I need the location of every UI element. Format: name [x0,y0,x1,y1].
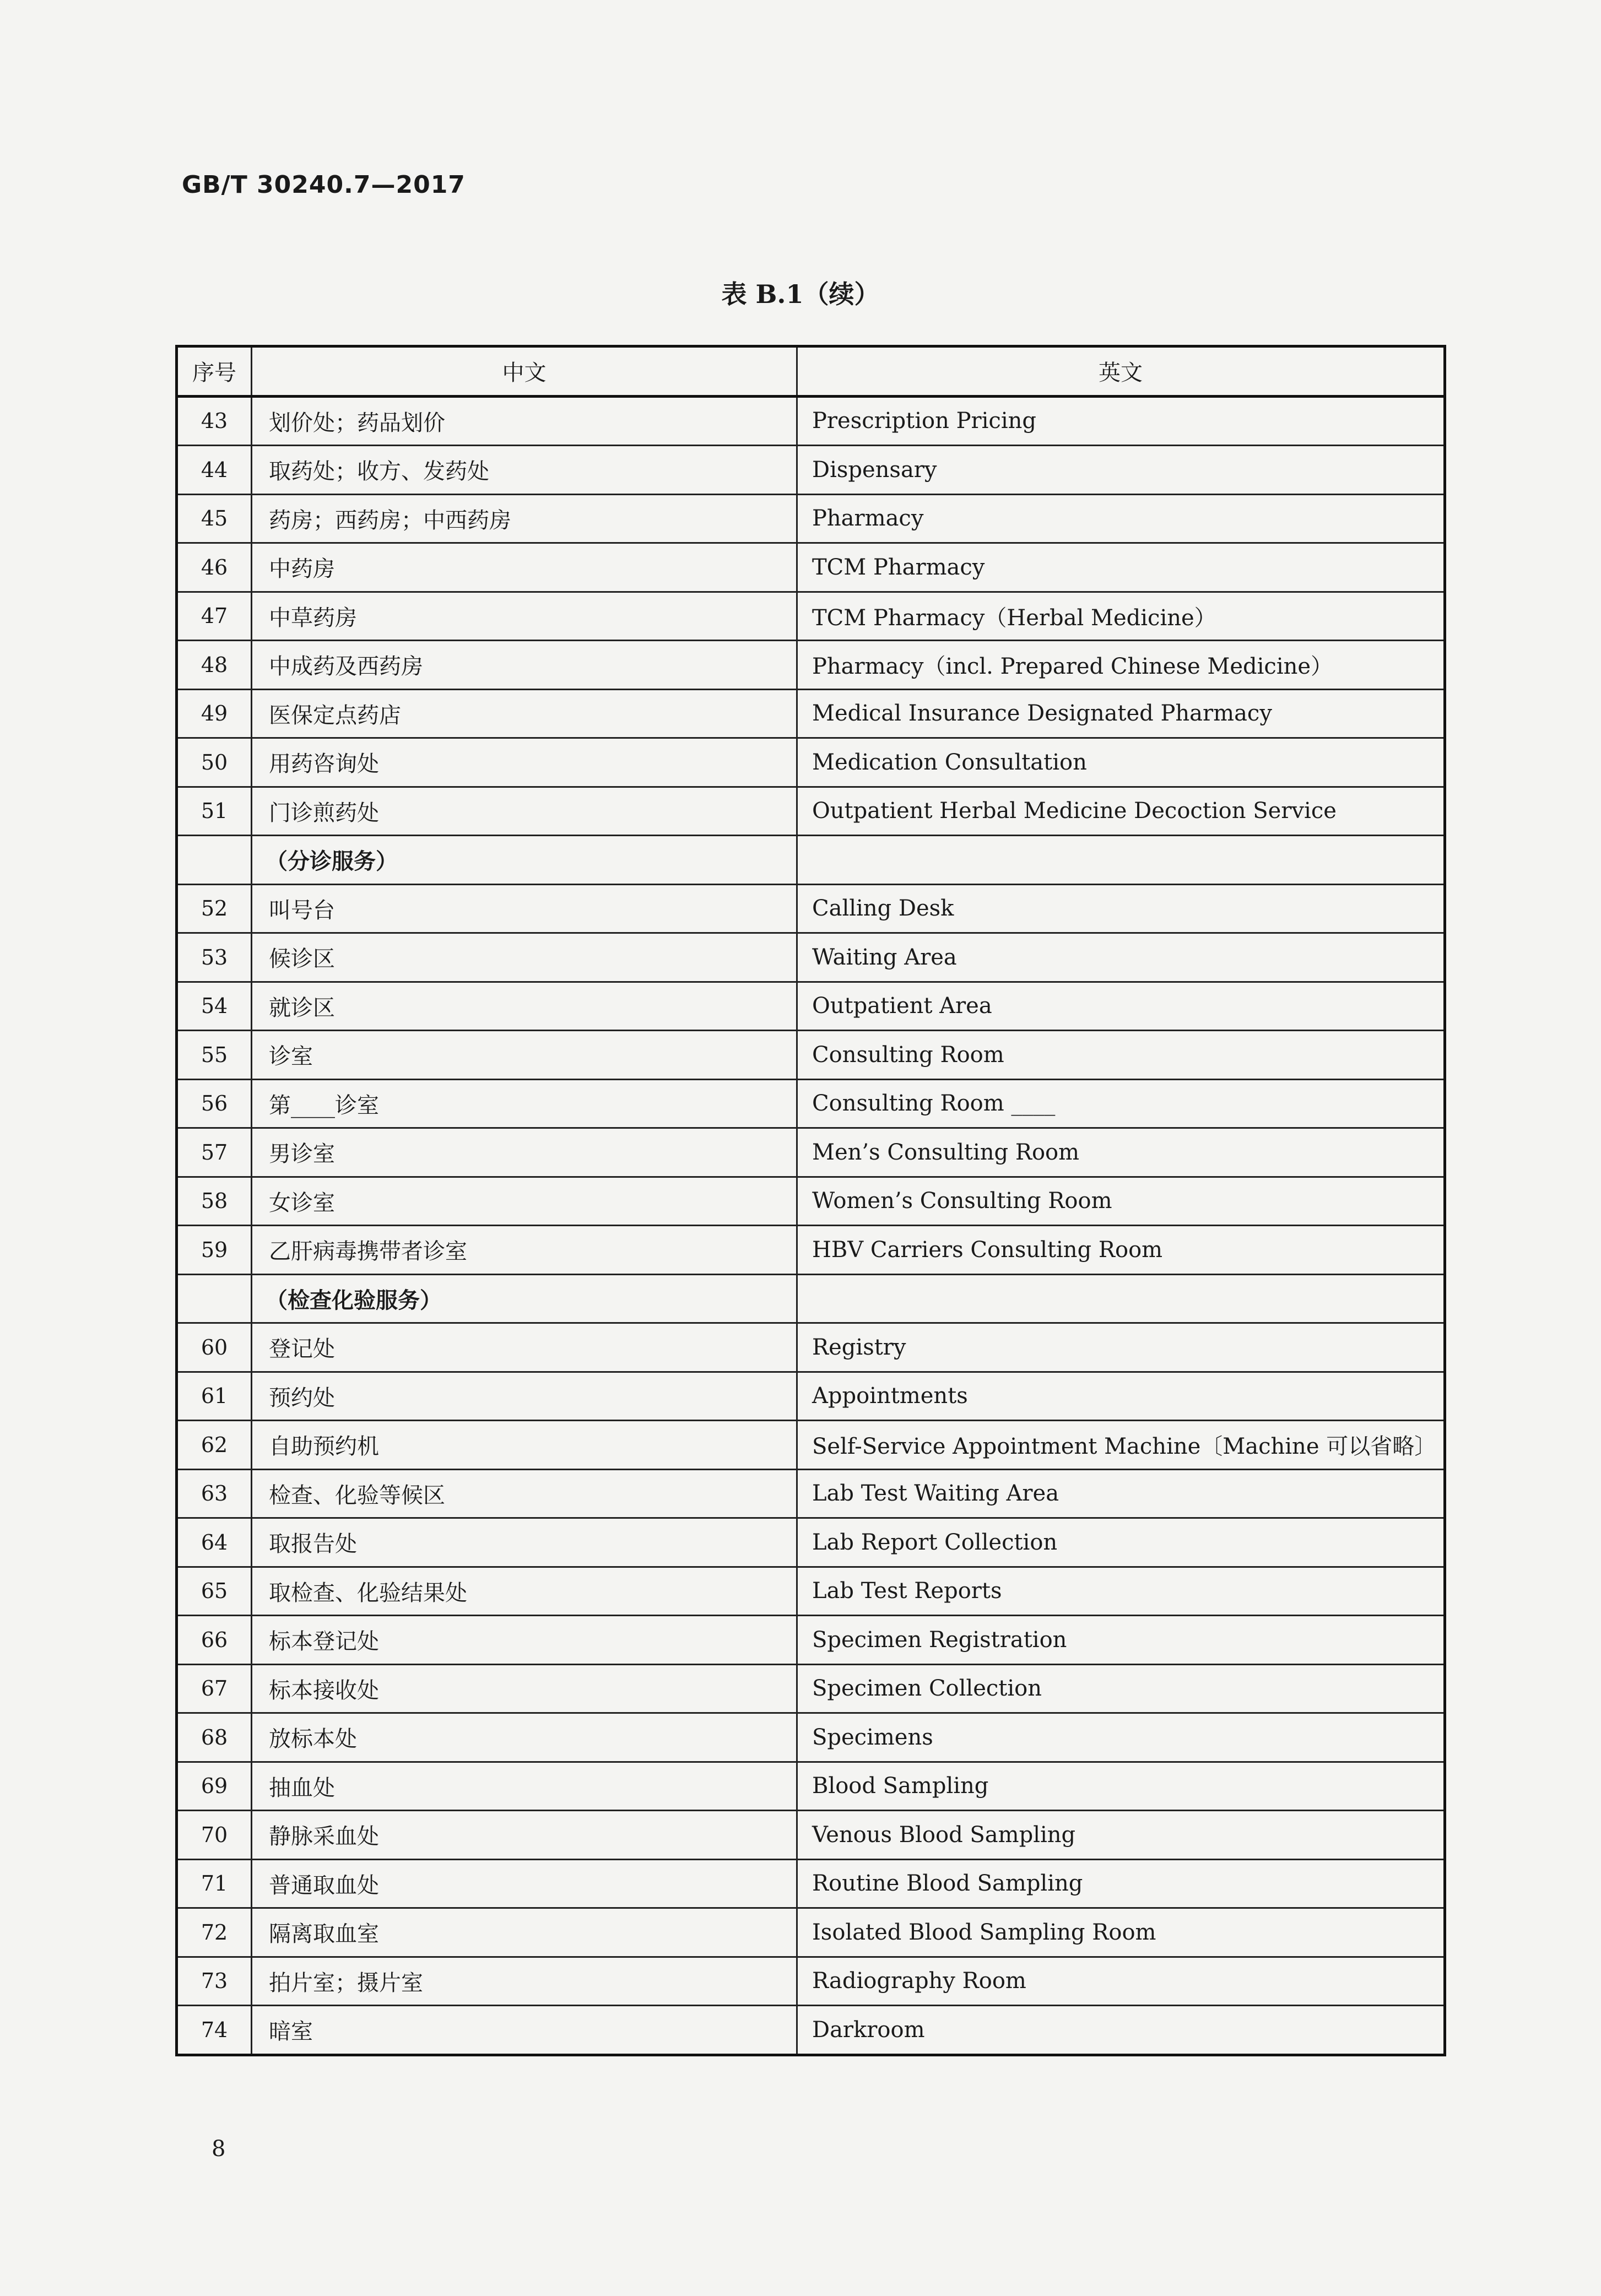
cell-chinese: 取报告处 [252,1518,797,1567]
cell-number: 73 [177,1957,252,2006]
cell-number: 65 [177,1567,252,1616]
table-row [177,1469,1445,1518]
cell-number: 68 [177,1713,252,1762]
cell-number: 57 [177,1128,252,1177]
cell-number: 60 [177,1323,252,1372]
cell-chinese: 取检查、化验结果处 [252,1567,797,1616]
cell-number: 53 [177,933,252,982]
cell-english: Calling Desk [797,884,1445,933]
table-row [177,494,1445,543]
cell-chinese: 中药房 [252,543,797,592]
cell-number: 51 [177,787,252,836]
table-row [177,982,1445,1031]
cell-number: 46 [177,543,252,592]
cell-chinese: 乙肝病毒携带者诊室 [252,1226,797,1275]
cell-english: TCM Pharmacy [797,543,1445,592]
cell-english: Lab Test Reports [797,1567,1445,1616]
cell-number: 62 [177,1421,252,1470]
cell-chinese: （分诊服务） [252,836,797,885]
cell-english: Venous Blood Sampling [797,1811,1445,1860]
cell-english: Medication Consultation [797,738,1445,787]
cell-english: Outpatient Area [797,982,1445,1031]
table-header [177,346,1445,397]
cell-chinese: 划价处；药品划价 [252,396,797,446]
cell-english: HBV Carriers Consulting Room [797,1226,1445,1275]
table-row [177,1323,1445,1372]
cell-english: Isolated Blood Sampling Room [797,1908,1445,1957]
cell-number: 49 [177,689,252,738]
table-body [177,396,1445,2055]
cell-chinese: 叫号台 [252,884,797,933]
table-row [177,1031,1445,1080]
cell-chinese: 暗室 [252,2006,797,2055]
table-row [177,1421,1445,1470]
cell-number: 69 [177,1762,252,1811]
table-row [177,396,1445,446]
cell-chinese: 抽血处 [252,1762,797,1811]
cell-english: Appointments [797,1372,1445,1421]
table-row [177,1811,1445,1860]
cell-english: Waiting Area [797,933,1445,982]
cell-english: Routine Blood Sampling [797,1859,1445,1908]
table-title: 表 B.1（续） [721,279,880,309]
cell-number: 47 [177,592,252,641]
cell-chinese: 预约处 [252,1372,797,1421]
table-row [177,1128,1445,1177]
cell-number: 44 [177,446,252,495]
cell-chinese: 标本接收处 [252,1664,797,1713]
cell-english [797,836,1445,885]
terminology-table-container [175,345,1443,2056]
table-row [177,787,1445,836]
cell-chinese: 登记处 [252,1323,797,1372]
cell-english: Self-Service Appointment Machine〔Machine 可以省略〕 [797,1421,1445,1470]
cell-chinese: 门诊煎药处 [252,787,797,836]
cell-english: Outpatient Herbal Medicine Decoction Service [797,787,1445,836]
cell-english: Women’s Consulting Room [797,1177,1445,1226]
cell-chinese: 中草药房 [252,592,797,641]
cell-english: Prescription Pricing [797,396,1445,446]
table-row [177,1713,1445,1762]
cell-number: 52 [177,884,252,933]
cell-english: Registry [797,1323,1445,1372]
cell-chinese: 中成药及西药房 [252,641,797,690]
cell-english: Specimen Registration [797,1616,1445,1665]
cell-chinese: 拍片室；摄片室 [252,1957,797,2006]
cell-chinese: 标本登记处 [252,1616,797,1665]
cell-english: Specimens [797,1713,1445,1762]
page-number: 8 [212,2136,226,2162]
section-row [177,836,1445,885]
table-row [177,1859,1445,1908]
cell-number: 45 [177,494,252,543]
cell-chinese: 第____诊室 [252,1079,797,1128]
cell-english: Lab Report Collection [797,1518,1445,1567]
cell-english: Consulting Room ____ [797,1079,1445,1128]
cell-english: Lab Test Waiting Area [797,1469,1445,1518]
table-row [177,1518,1445,1567]
cell-chinese: 女诊室 [252,1177,797,1226]
cell-english: Pharmacy（incl. Prepared Chinese Medicine） [797,641,1445,690]
cell-number: 56 [177,1079,252,1128]
table-row [177,884,1445,933]
table-row [177,1567,1445,1616]
cell-chinese: 医保定点药店 [252,689,797,738]
table-row [177,1616,1445,1665]
cell-number: 63 [177,1469,252,1518]
cell-chinese: 药房；西药房；中西药房 [252,494,797,543]
cell-number: 74 [177,2006,252,2055]
cell-english: Darkroom [797,2006,1445,2055]
cell-chinese: 候诊区 [252,933,797,982]
table-row [177,1372,1445,1421]
cell-number: 71 [177,1859,252,1908]
table-row [177,2006,1445,2055]
table-row [177,1177,1445,1226]
cell-chinese: 隔离取血室 [252,1908,797,1957]
column-header-chinese: 中文 [252,346,797,397]
section-row [177,1274,1445,1323]
cell-english [797,1274,1445,1323]
table-row [177,641,1445,690]
cell-english: Dispensary [797,446,1445,495]
cell-chinese: （检查化验服务） [252,1274,797,1323]
table-row [177,1664,1445,1713]
table-row [177,1908,1445,1957]
cell-number: 55 [177,1031,252,1080]
cell-number: 54 [177,982,252,1031]
cell-english: Consulting Room [797,1031,1445,1080]
cell-english: Medical Insurance Designated Pharmacy [797,689,1445,738]
cell-number: 64 [177,1518,252,1567]
table-row [177,738,1445,787]
cell-english: Men’s Consulting Room [797,1128,1445,1177]
cell-chinese: 自助预约机 [252,1421,797,1470]
table-row [177,592,1445,641]
cell-chinese: 检查、化验等候区 [252,1469,797,1518]
cell-chinese: 诊室 [252,1031,797,1080]
cell-english: Radiography Room [797,1957,1445,2006]
cell-english: Blood Sampling [797,1762,1445,1811]
table-row [177,1079,1445,1128]
cell-number: 43 [177,396,252,446]
cell-number [177,1274,252,1323]
table-row [177,446,1445,495]
table-row [177,1957,1445,2006]
table-row [177,1762,1445,1811]
column-header-english: 英文 [797,346,1445,397]
cell-number: 48 [177,641,252,690]
cell-chinese: 男诊室 [252,1128,797,1177]
cell-number: 72 [177,1908,252,1957]
table-row [177,689,1445,738]
cell-chinese: 取药处；收方、发药处 [252,446,797,495]
cell-chinese: 就诊区 [252,982,797,1031]
cell-number: 61 [177,1372,252,1421]
cell-number: 50 [177,738,252,787]
terminology-table [175,345,1446,2056]
cell-number: 66 [177,1616,252,1665]
cell-chinese: 放标本处 [252,1713,797,1762]
cell-chinese: 普通取血处 [252,1859,797,1908]
table-row [177,933,1445,982]
cell-english: Pharmacy [797,494,1445,543]
standard-code: GB/T 30240.7—2017 [182,171,466,199]
header-row [177,346,1445,397]
column-header-number: 序号 [177,346,252,397]
cell-number: 70 [177,1811,252,1860]
cell-chinese: 静脉采血处 [252,1811,797,1860]
cell-chinese: 用药咨询处 [252,738,797,787]
cell-number: 58 [177,1177,252,1226]
cell-english: Specimen Collection [797,1664,1445,1713]
cell-number [177,836,252,885]
cell-english: TCM Pharmacy（Herbal Medicine） [797,592,1445,641]
cell-number: 59 [177,1226,252,1275]
cell-number: 67 [177,1664,252,1713]
table-row [177,1226,1445,1275]
table-row [177,543,1445,592]
